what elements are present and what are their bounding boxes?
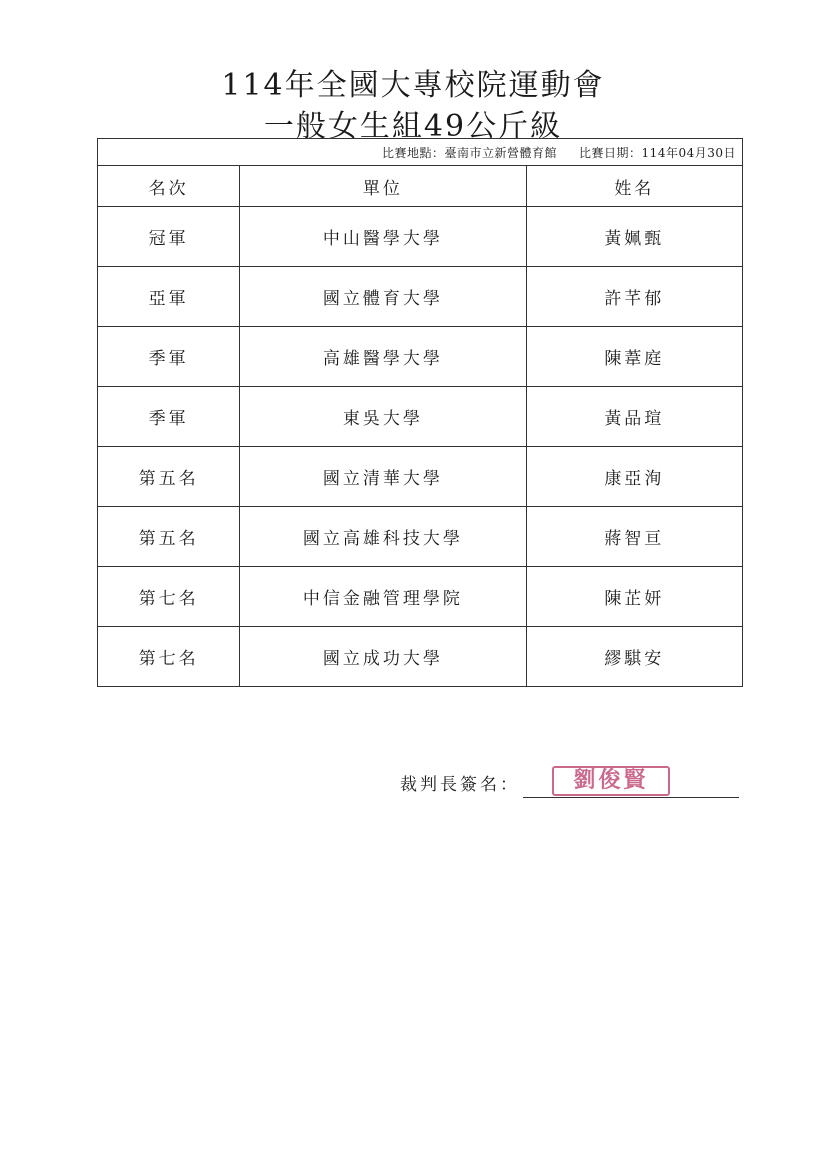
rank-cell: 季軍: [98, 387, 240, 447]
venue-label: 比賽地點：: [382, 145, 445, 160]
unit-cell: 國立體育大學: [240, 267, 526, 327]
name-cell: 康亞洵: [526, 447, 742, 507]
name-cell: 黃姵甄: [526, 207, 742, 267]
table-row: [98, 507, 743, 567]
header-unit: 單位: [240, 166, 526, 207]
header-rank: 名次: [98, 166, 240, 207]
name-cell: 陳葦庭: [526, 327, 742, 387]
unit-cell: 高雄醫學大學: [240, 327, 526, 387]
unit-cell: 國立高雄科技大學: [240, 507, 526, 567]
date: 114年04月30日: [641, 145, 736, 160]
table-row: [98, 567, 743, 627]
rank-cell: 第五名: [98, 447, 240, 507]
signature-stamp: 劉俊賢: [552, 766, 670, 796]
table-row: [98, 327, 743, 387]
signature-label: 裁判長簽名：: [400, 775, 520, 795]
rank-cell: 第七名: [98, 567, 240, 627]
table-row: [98, 447, 743, 507]
venue: 臺南市立新營體育館: [444, 145, 558, 160]
document-subtitle: 一般女生組49公斤級: [263, 109, 563, 144]
rank-cell: 第七名: [98, 627, 240, 687]
table-row: [98, 207, 743, 267]
document-title: 114年全國大專校院運動會: [221, 68, 605, 103]
header-row: [98, 166, 743, 207]
unit-cell: 國立成功大學: [240, 627, 526, 687]
name-cell: 黃品瑄: [526, 387, 742, 447]
name-cell: 陳芷妍: [526, 567, 742, 627]
rank-cell: 冠軍: [98, 207, 240, 267]
rank-cell: 亞軍: [98, 267, 240, 327]
unit-cell: 東吳大學: [240, 387, 526, 447]
name-cell: 許芊郁: [526, 267, 742, 327]
rank-cell: 季軍: [98, 327, 240, 387]
table-row: [98, 387, 743, 447]
header-name: 姓名: [526, 166, 742, 207]
unit-cell: 國立清華大學: [240, 447, 526, 507]
table-row: [98, 627, 743, 687]
date-label: 比賽日期：: [579, 145, 642, 160]
signature-line: [523, 797, 739, 798]
unit-cell: 中信金融管理學院: [240, 567, 526, 627]
results-table: [97, 138, 743, 687]
unit-cell: 中山醫學大學: [240, 207, 526, 267]
meta-row: [98, 139, 743, 166]
name-cell: 繆騏安: [526, 627, 742, 687]
rank-cell: 第五名: [98, 507, 240, 567]
name-cell: 蔣智亘: [526, 507, 742, 567]
meta-cell: [98, 139, 743, 166]
table-row: [98, 267, 743, 327]
